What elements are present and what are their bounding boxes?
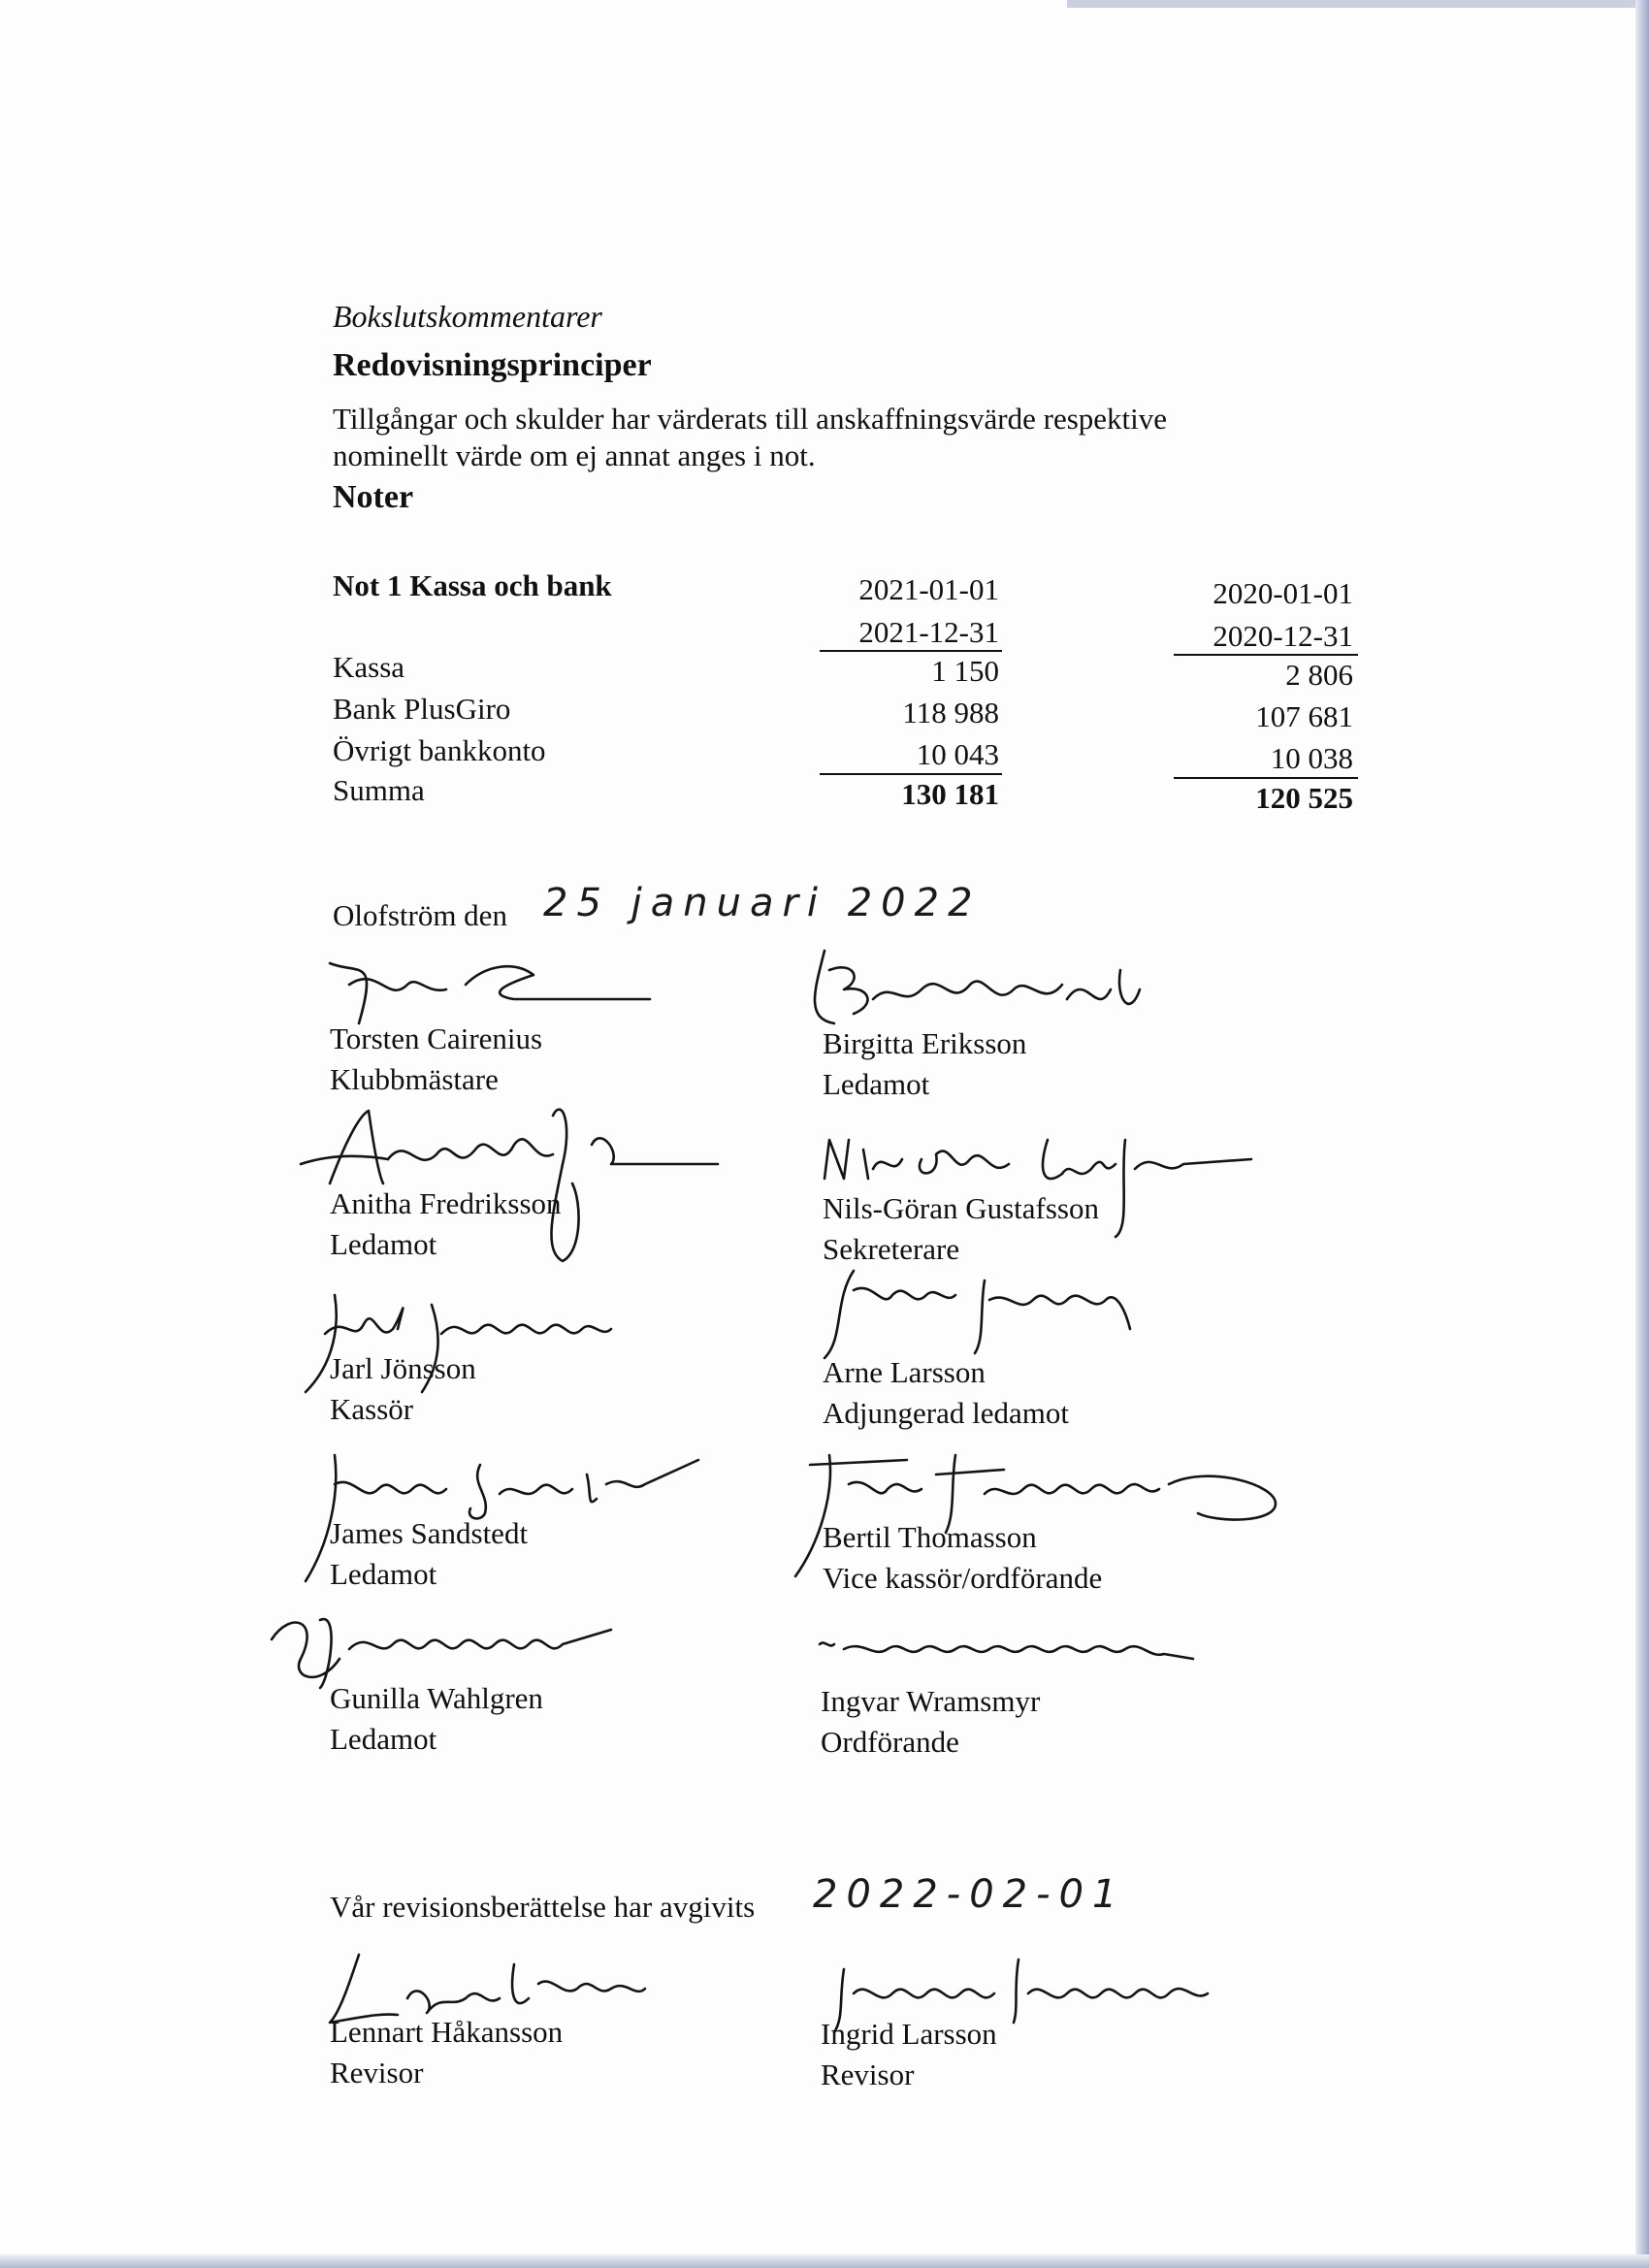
total-label: Summa [333,773,425,807]
comments-heading: Bokslutskommentarer [333,299,602,334]
col2-from: 2020-01-01 [1212,576,1353,610]
row-label: Kassa [333,650,405,684]
signatory-name: Jarl Jönsson [330,1351,476,1385]
signature-arne [815,1261,1145,1368]
scan-edge-top [1067,0,1649,8]
signatory-name: Bertil Thomasson [823,1520,1037,1554]
signatory-name: James Sandstedt [330,1516,529,1550]
principles-line-2: nominellt värde om ej annat anges i not. [333,438,816,472]
total-2020: 120 525 [1255,781,1353,815]
signatory-role: Adjungerad ledamot [823,1396,1069,1430]
row-label: Övrigt bankkonto [333,733,546,767]
row-value-2020: 2 806 [1285,658,1353,692]
row-value-2020: 107 681 [1255,699,1353,733]
place-label: Olofström den [333,898,507,932]
signatory-role: Kassör [330,1392,414,1426]
col2-to: 2020-12-31 [1212,619,1353,653]
signature-torsten [320,946,669,1023]
signatory-role: Sekreterare [823,1232,960,1266]
row-value-2020: 10 038 [1270,741,1353,775]
auditor-name: Lennart Håkansson [330,2015,564,2049]
place-date-handwritten: 25 januari 2022 [543,881,982,925]
signatory-role: Ledamot [330,1557,437,1591]
audit-date-handwritten: 2022-02-01 [813,1872,1126,1917]
signatory-name: Anitha Fredriksson [330,1186,562,1220]
col1-header-rule [820,650,1002,652]
notes-title: Noter [333,479,414,515]
auditor-name: Ingrid Larsson [821,2017,997,2051]
col2-total-rule [1174,777,1358,779]
signatory-role: Vice kassör/ordförande [823,1561,1103,1595]
signatory-name: Ingvar Wramsmyr [821,1684,1041,1718]
scan-edge-bottom [0,2254,1649,2268]
col1-from: 2021-01-01 [858,572,999,606]
signatory-name: Arne Larsson [823,1355,986,1389]
signatory-role: Ledamot [330,1722,437,1756]
signature-ingvar [815,1630,1203,1688]
signatory-name: Nils-Göran Gustafsson [823,1191,1099,1225]
principles-line-1: Tillgångar och skulder har värderats till anskaffningsvärde respektive [333,402,1168,436]
note1-title: Not 1 Kassa och bank [333,568,612,602]
row-value-2021: 118 988 [902,696,999,729]
signatory-role: Ledamot [330,1227,437,1261]
signatory-name: Gunilla Wahlgren [330,1681,543,1715]
signatory-role: Klubbmästare [330,1062,499,1096]
scan-edge-right [1635,0,1649,2268]
signatory-role: Ordförande [821,1725,959,1759]
principles-title: Redovisningsprinciper [333,347,652,383]
audit-label: Vår revisionsberättelse har avgivits [330,1890,756,1924]
signatory-role: Ledamot [823,1067,930,1101]
col1-total-rule [820,773,1002,775]
total-2021: 130 181 [901,777,999,811]
signatory-name: Birgitta Eriksson [823,1026,1027,1060]
signature-birgitta [776,931,1145,1038]
row-label: Bank PlusGiro [333,692,511,726]
row-value-2021: 1 150 [931,654,999,688]
auditor-role: Revisor [330,2056,424,2090]
signatory-name: Torsten Cairenius [330,1021,543,1055]
row-value-2021: 10 043 [916,737,999,771]
auditor-role: Revisor [821,2057,915,2091]
col2-header-rule [1174,654,1358,656]
col1-to: 2021-12-31 [858,615,999,649]
